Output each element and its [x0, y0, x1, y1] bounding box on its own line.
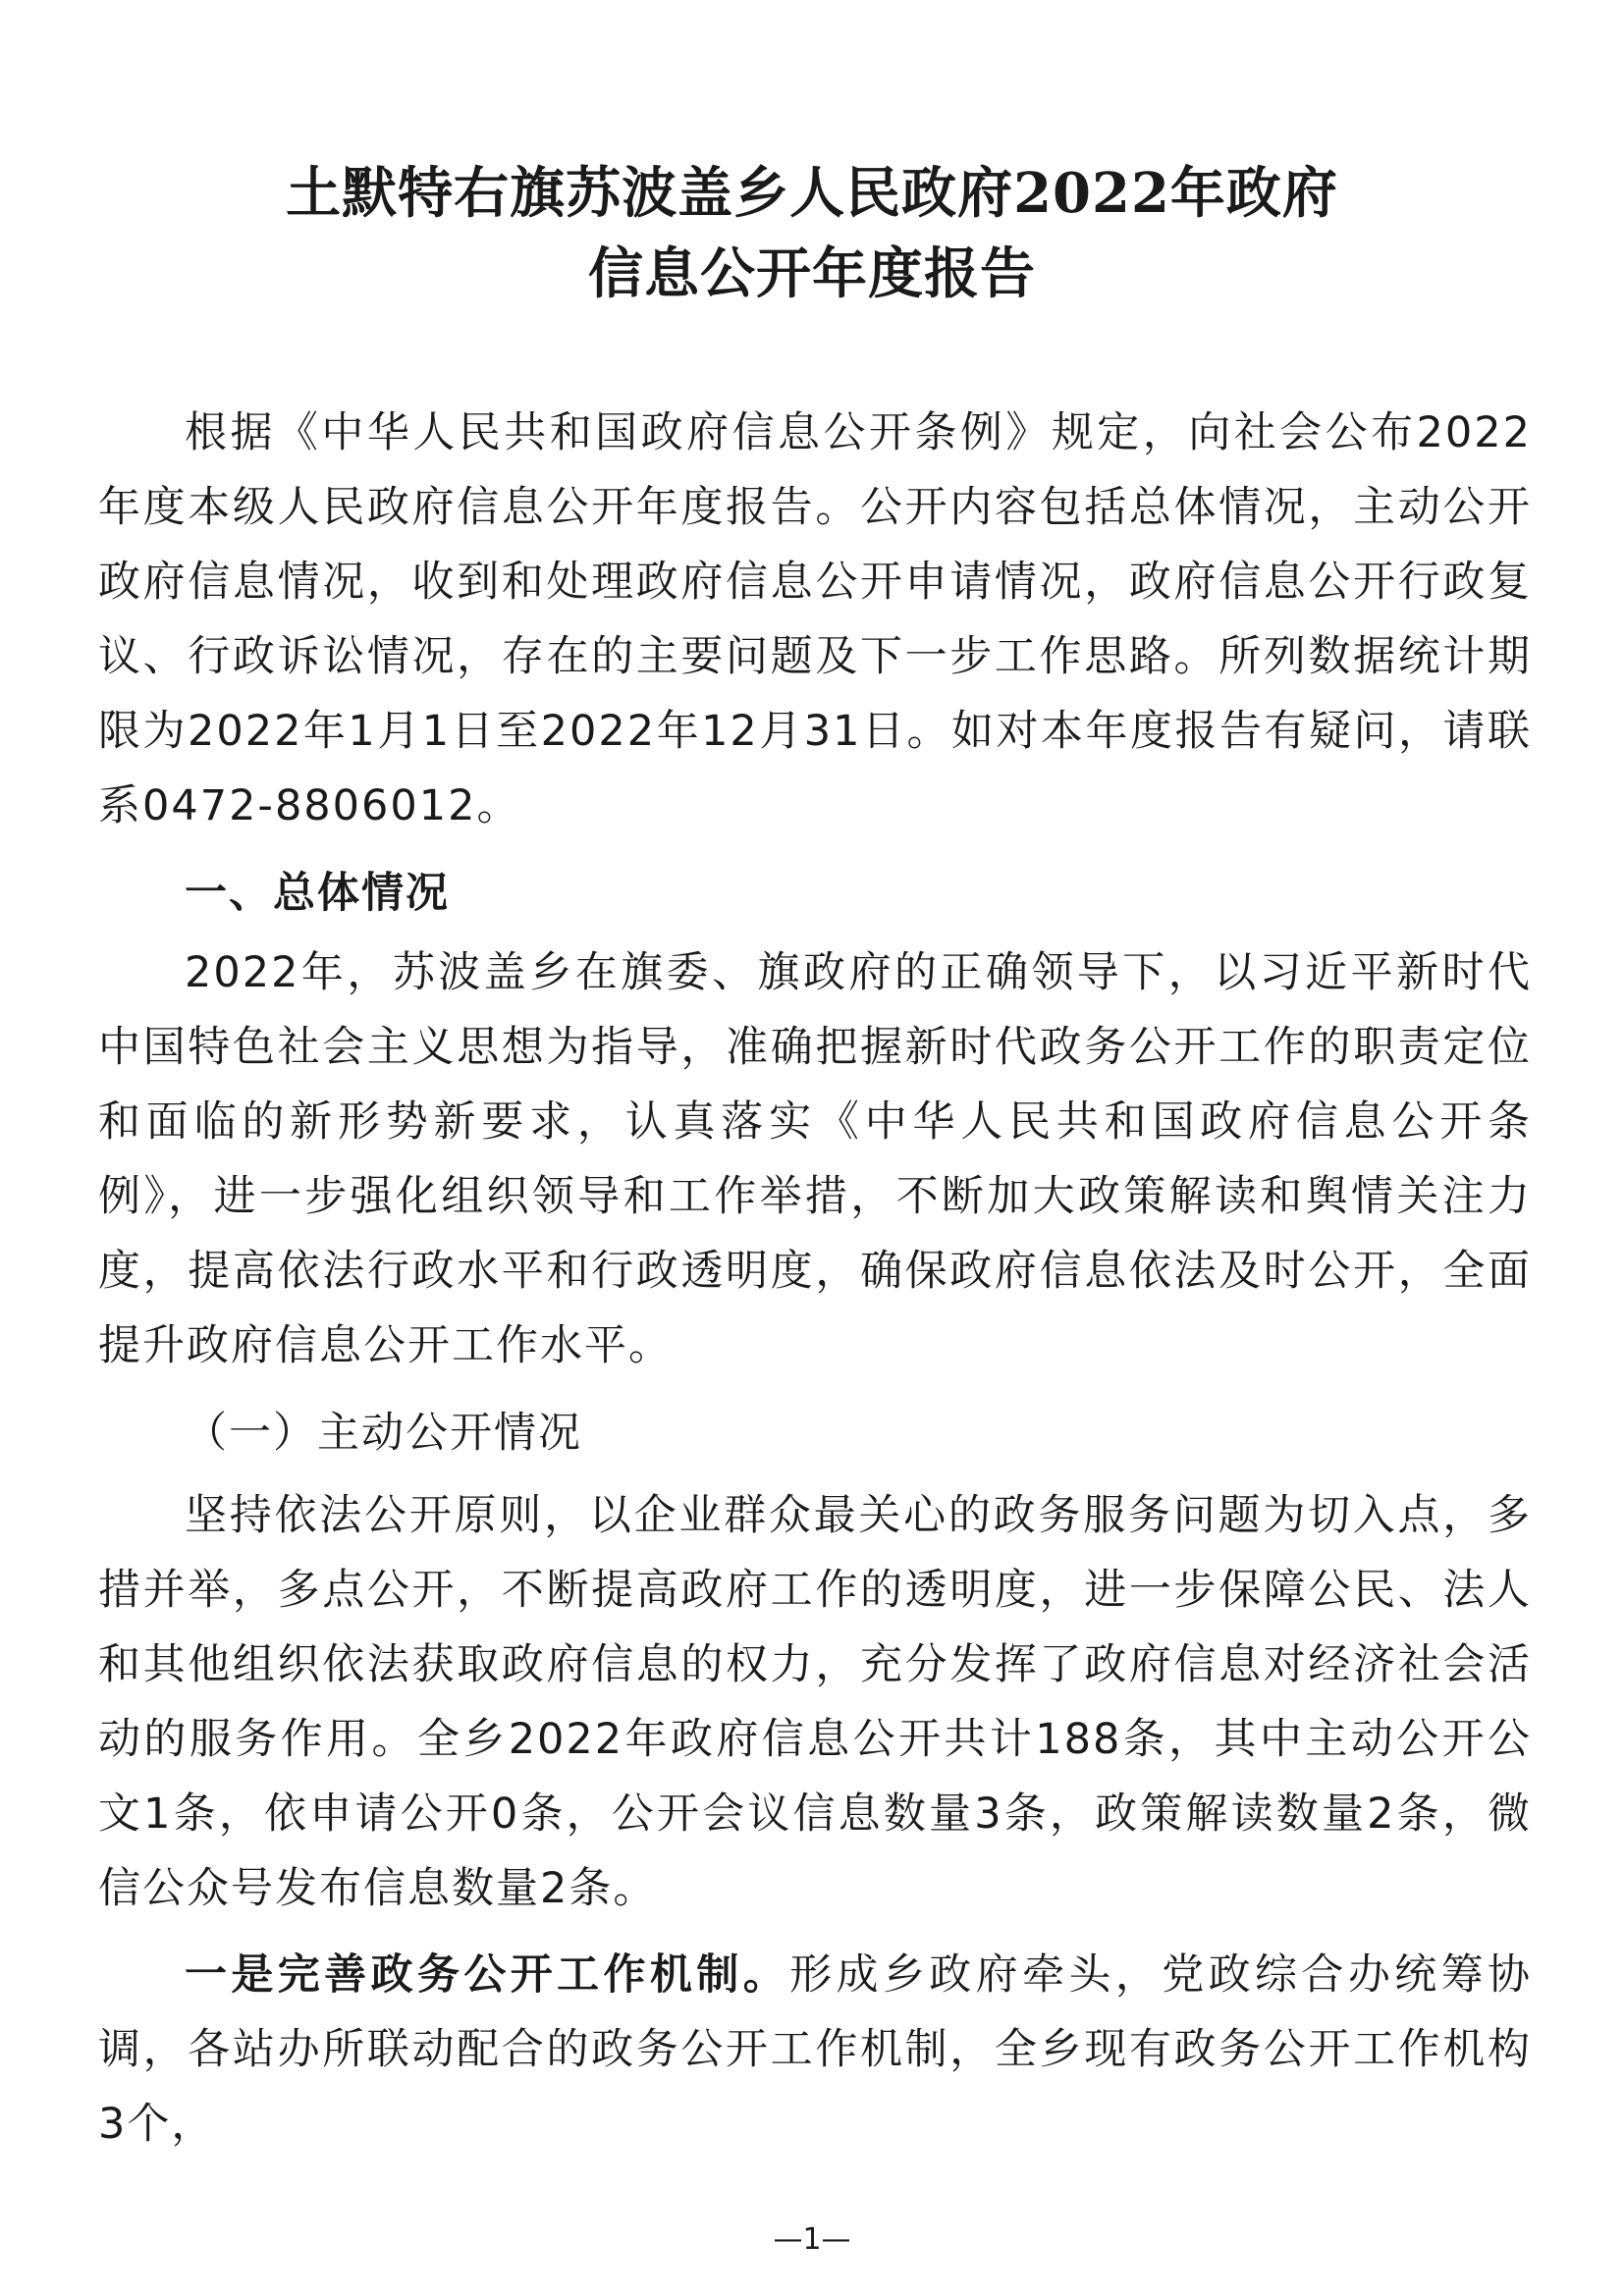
- intro-paragraph: 根据《中华人民共和国政府信息公开条例》规定，向社会公布2022年度本级人民政府信息公开年度报告。公开内容包括总体情况，主动公开政府信息情况，收到和处理政府信息公开申请情况，政府信息公开行政复议、行政诉讼情况，存在的主要问题及下一步工作思路。所列数据统计期限为2022年1月1日至2022年12月31日。如对本年度报告有疑问，请联系0472-8806012。: [98, 408, 1532, 830]
- mechanism-paragraph: [98, 1938, 1532, 2162]
- active-disclosure-paragraph: 坚持依法公开原则，以企业群众最关心的政务服务问题为切入点，多措并举，多点公开，不断提高政府工作的透明度，进一步保障公民、法人和其他组织依法获取政府信息的权力，充分发挥了政府信息对经济社会活动的服务作用。全乡2022年政府信息公开共计188条，其中主动公开公文1条，依申请公开0条，公开会议信息数量3条，政策解读数量2条，微信公众号发布信息数量2条。: [98, 1491, 1532, 1913]
- page-number: —1—: [773, 2222, 851, 2257]
- report-title-line-2: 信息公开年度报告: [588, 241, 1036, 306]
- mechanism-body-text: 形成乡政府牵头，党政综合办统筹协调，各站办所联动配合的政务公开工作机制，全乡现有政务公开工作机构3个，: [98, 1950, 1533, 2149]
- mechanism-lead-text: 一是完善政务公开工作机制。: [185, 1950, 790, 2000]
- overview-paragraph: 2022年，苏波盖乡在旗委、旗政府的正确领导下，以习近平新时代中国特色社会主义思想为指导，准确把握新时代政务公开工作的职责定位和面临的新形势新要求，认真落实《中华人民共和国政府信息公开条例》，进一步强化组织领导和工作举措，不断加大政策解读和舆情关注力度，提高依法行政水平和行政透明度，确保政府信息依法及时公开，全面提升政府信息公开工作水平。: [98, 948, 1532, 1370]
- section-heading-overview: 一、总体情况: [185, 869, 450, 918]
- subsection-heading-active-disclosure: （一）主动公开情况: [185, 1409, 582, 1458]
- report-title-line-1: 土默特右旗苏波盖乡人民政府2022年政府: [286, 161, 1338, 226]
